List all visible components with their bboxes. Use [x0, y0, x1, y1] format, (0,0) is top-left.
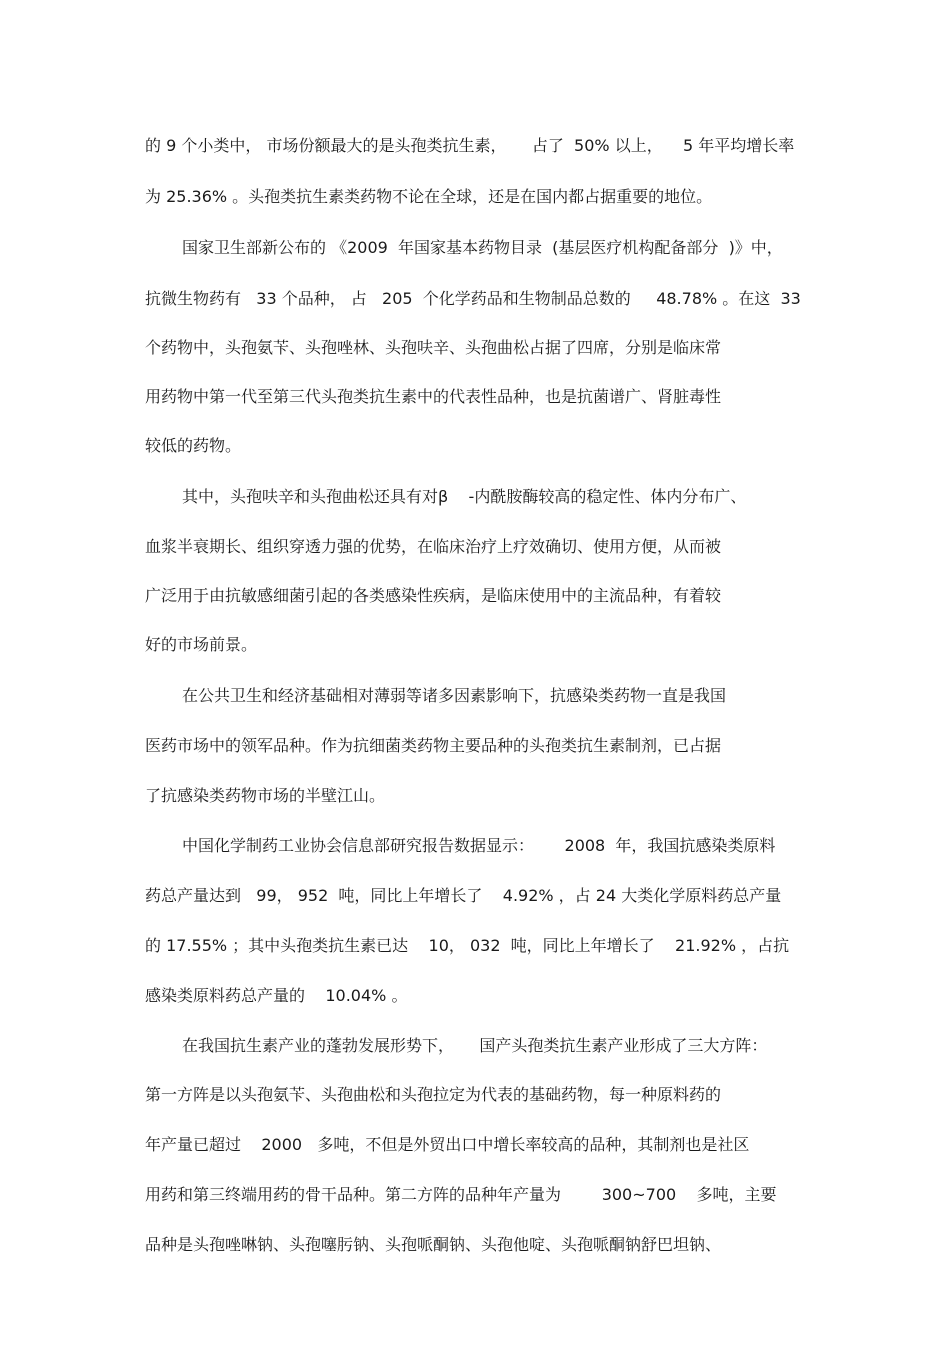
- text-line: 医药市场中的领军品种。作为抗细菌类药物主要品种的头孢类抗生素制剂，已占据: [145, 736, 722, 755]
- text-line: 好的市场前景。: [145, 635, 258, 654]
- text-line: 为 25.36% 。头孢类抗生素类药物不论在全球，还是在国内都占据重要的地位。: [145, 187, 713, 206]
- text-line: 年产量已超过 2000 多吨，不但是外贸出口中增长率较高的品种，其制剂也是社区: [145, 1135, 750, 1154]
- text-line: 第一方阵是以头孢氨苄、头孢曲松和头孢拉定为代表的基础药物，每一种原料药的: [145, 1085, 722, 1104]
- text-line: 的 9 个小类中， 市场份额最大的是头孢类抗生素， 占了 50% 以上， 5 年平均增长率: [145, 136, 795, 155]
- paragraph-first-line: 其中，头孢呋辛和头孢曲松还具有对β -内酰胺酶较高的稳定性、体内分布广、: [182, 487, 747, 506]
- text-line: 抗微生物药有 33 个品种， 占 205 个化学药品和生物制品总数的 48.78% 。在这 33: [145, 289, 801, 308]
- text-line: 了抗感染类药物市场的半壁江山。: [145, 786, 386, 805]
- paragraph-first-line: 在我国抗生素产业的蓬勃发展形势下， 国产头孢类抗生素产业形成了三大方阵：: [182, 1036, 768, 1055]
- paragraph-first-line: 国家卫生部新公布的 《2009 年国家基本药物目录 (基层医疗机构配备部分 )》中，: [182, 238, 783, 257]
- text-line: 用药物中第一代至第三代头孢类抗生素中的代表性品种，也是抗菌谱广、肾脏毒性: [145, 387, 722, 406]
- paragraph-first-line: 在公共卫生和经济基础相对薄弱等诸多因素影响下，抗感染类药物一直是我国: [182, 686, 727, 705]
- text-line: 感染类原料药总产量的 10.04% 。: [145, 986, 408, 1005]
- paragraph-first-line: 中国化学制药工业协会信息部研究报告数据显示： 2008 年，我国抗感染类原料: [182, 836, 776, 855]
- text-line: 药总产量达到 99， 952 吨，同比上年增长了 4.92% ，占 24 大类化学原料药总产量: [145, 886, 782, 905]
- text-line: 品种是头孢唑啉钠、头孢噻肟钠、头孢哌酮钠、头孢他啶、头孢哌酮钠舒巴坦钠、: [145, 1235, 722, 1254]
- text-line: 血浆半衰期长、组织穿透力强的优势，在临床治疗上疗效确切、使用方便，从而被: [145, 537, 722, 556]
- text-line: 较低的药物。: [145, 436, 242, 455]
- text-line: 用药和第三终端用药的骨干品种。第二方阵的品种年产量为 300~700 多吨，主要: [145, 1185, 777, 1204]
- text-line: 个药物中，头孢氨苄、头孢唑林、头孢呋辛、头孢曲松占据了四席，分别是临床常: [145, 338, 722, 357]
- text-line: 的 17.55% ；其中头孢类抗生素已达 10， 032 吨，同比上年增长了 21.92% ，占抗: [145, 936, 790, 955]
- text-line: 广泛用于由抗敏感细菌引起的各类感染性疾病，是临床使用中的主流品种，有着较: [145, 586, 722, 605]
